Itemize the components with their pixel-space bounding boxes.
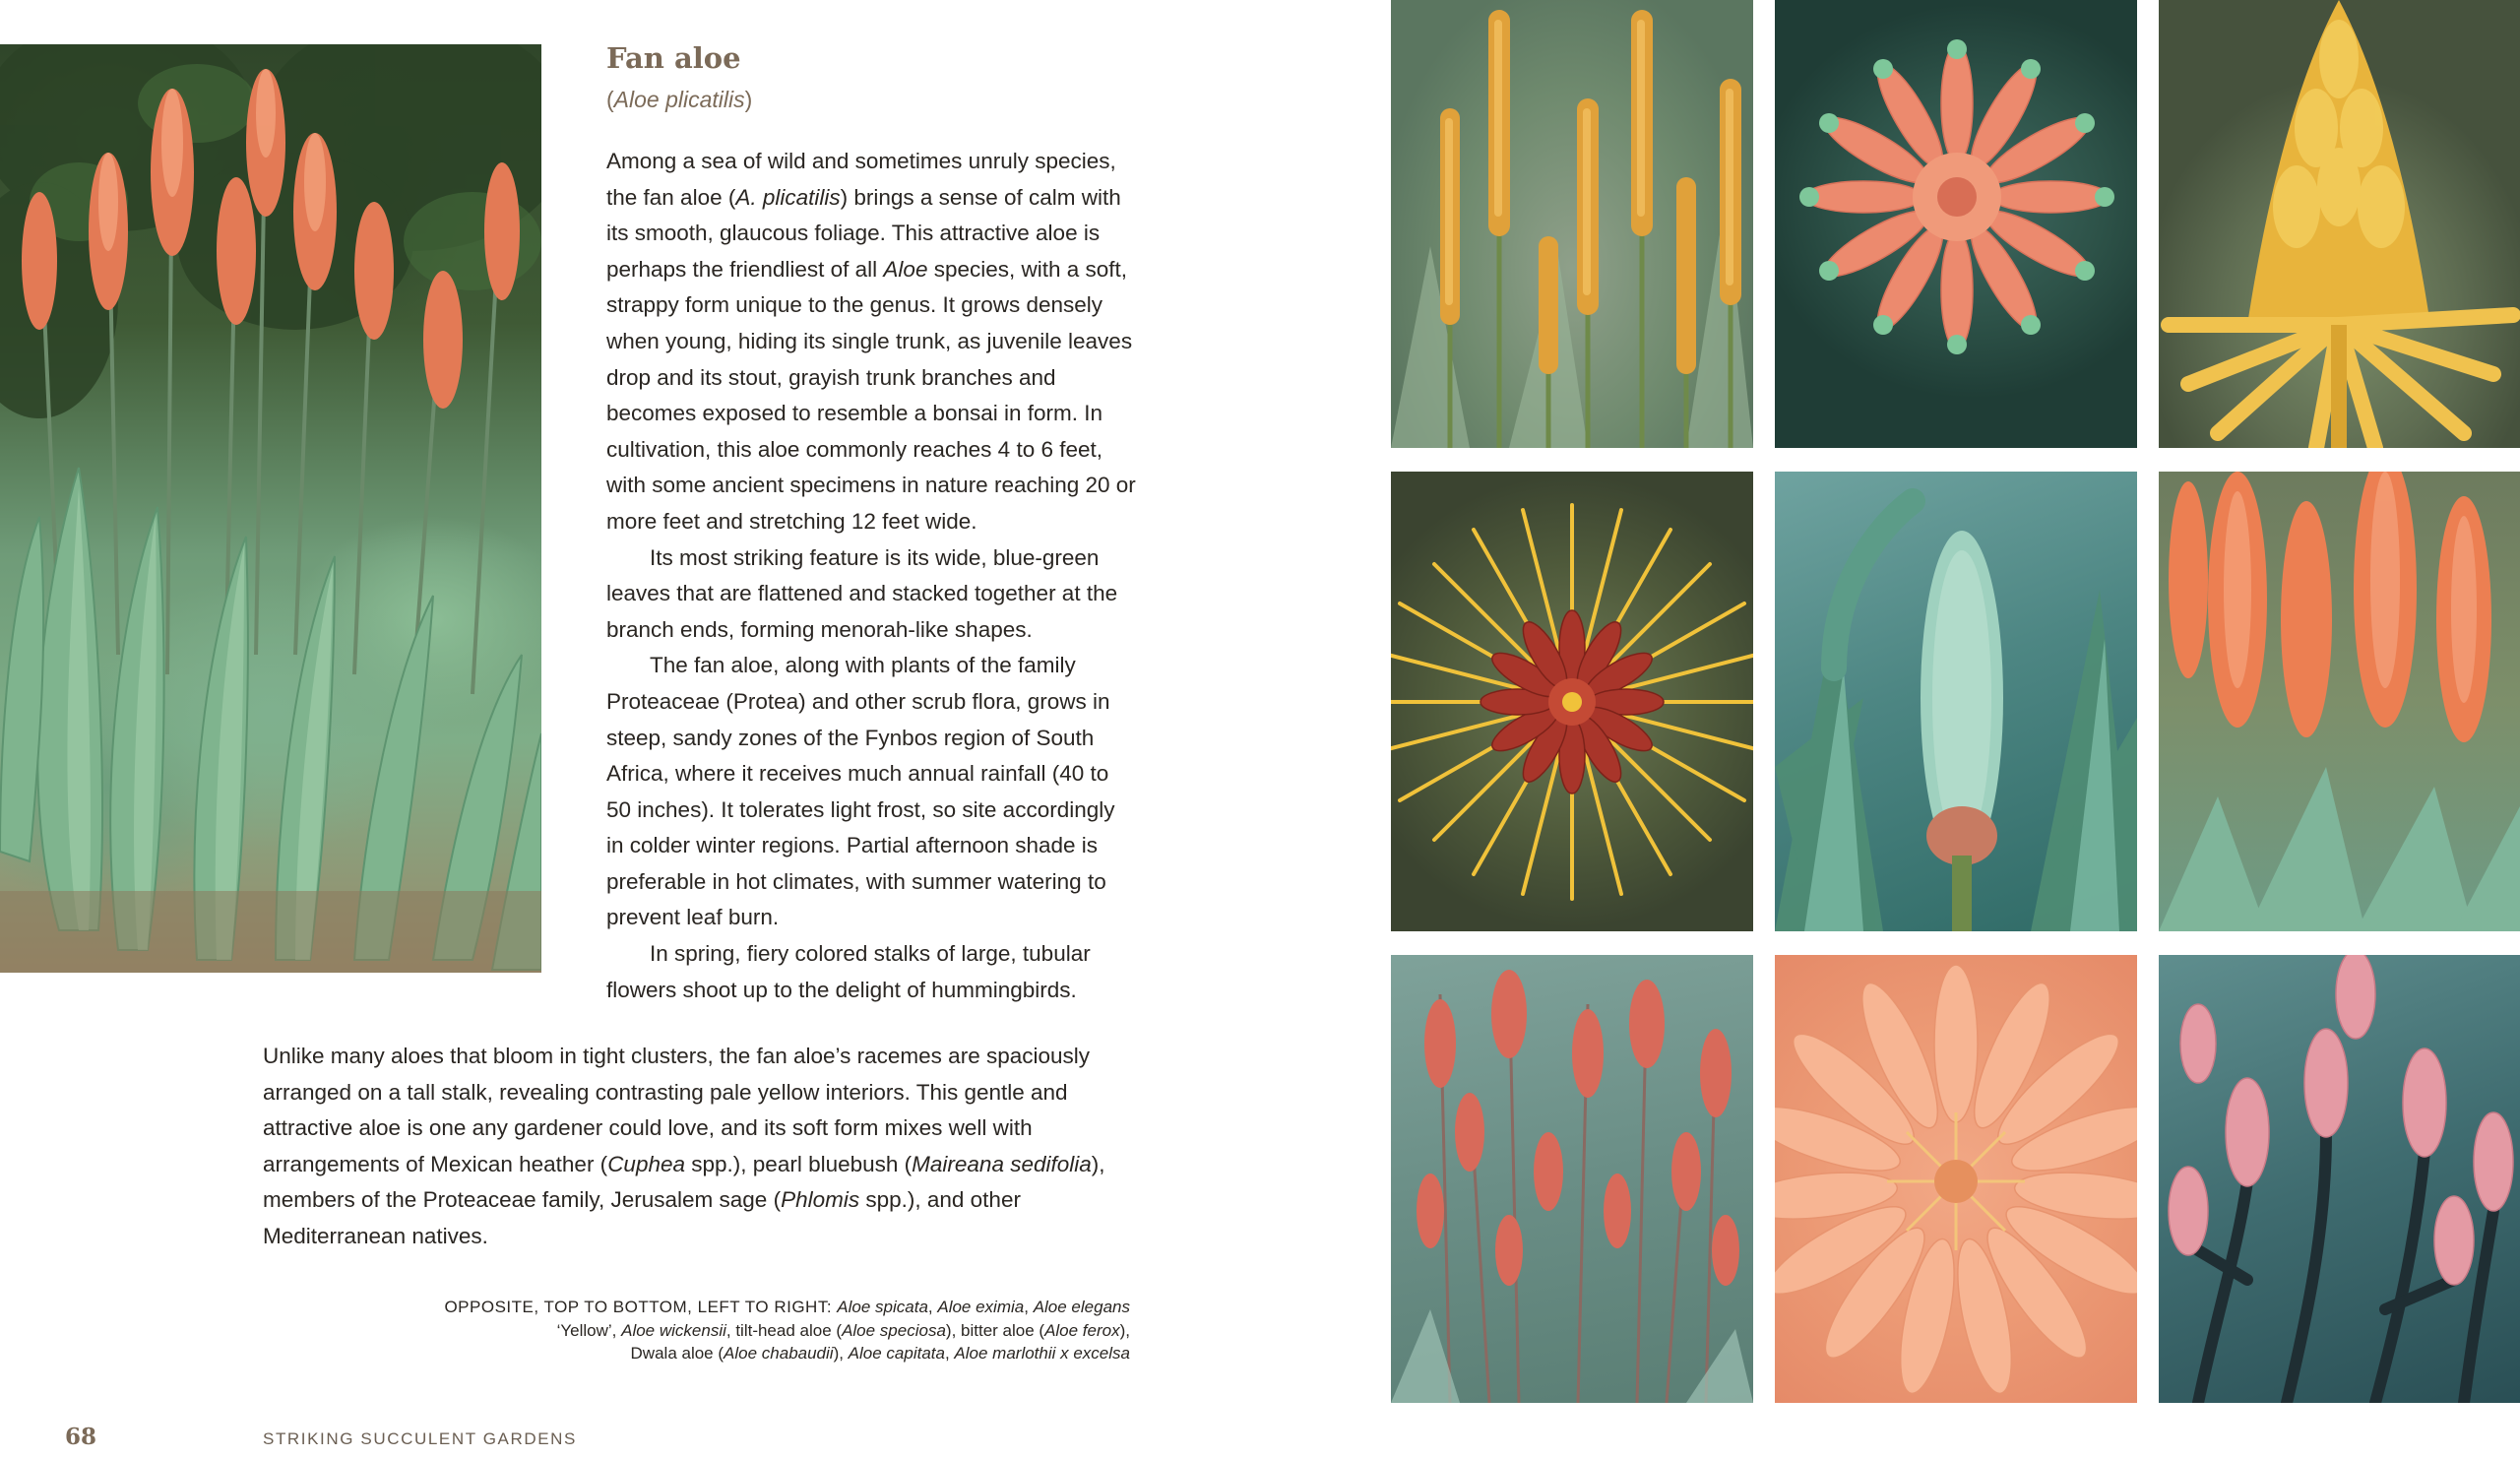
body-text-full-width — [263, 1039, 1149, 1255]
photo-aloe-eximia — [1775, 0, 2137, 448]
italic-run: Aloe wickensii — [621, 1320, 726, 1340]
italic-run: Maireana sedifolia — [912, 1151, 1092, 1176]
paragraph-4-continued — [263, 1039, 1149, 1255]
latin-open-paren: ( — [606, 87, 614, 112]
text-run: ), members of the Proteaceae family, Jerusalem sage ( — [263, 1151, 1105, 1213]
text-run: ) brings a sense of calm with its smooth, glaucous foliage. This attractive aloe is perhaps the friendliest of all — [606, 184, 1121, 282]
italic-run: Phlomis — [781, 1187, 860, 1213]
text-run: , — [927, 1298, 938, 1316]
paragraph-1 — [606, 144, 1138, 540]
photo-aloe-elegans-yellow — [2159, 0, 2520, 448]
text-run: ), — [833, 1344, 849, 1363]
text-run: ‘Yellow’, — [556, 1320, 622, 1340]
italic-run: A. plicatilis — [735, 184, 841, 210]
text-run: Unlike many aloes that bloom in tight clusters, the fan aloe’s racemes are spaciously arranged on a tall stalk, revealing contrasting pale yellow interiors. This gentle and attractive aloe is one any gardener could love, and its soft form mixes well with arrangements of Mexican heather ( — [263, 1044, 1091, 1176]
italic-run: Aloe — [883, 256, 928, 282]
text-run: spp.), and other Mediterranean natives. — [263, 1187, 1021, 1248]
text-run: ), bitter aloe ( — [945, 1320, 1045, 1340]
running-head: STRIKING SUCCULENT GARDENS — [263, 1429, 577, 1448]
photo-bitter-aloe — [2159, 472, 2520, 931]
text-run: OPPOSITE, TOP TO BOTTOM, LEFT TO RIGHT: — [444, 1298, 838, 1316]
caption-line-3 — [374, 1342, 1130, 1365]
species-heading: Fan aloe — [606, 41, 741, 75]
caption-line-1 — [374, 1296, 1130, 1319]
text-run: spp.), pearl bluebush ( — [685, 1151, 913, 1176]
photo-dwala-aloe — [1391, 955, 1753, 1403]
caption-line-2 — [374, 1319, 1130, 1343]
italic-run: Aloe eximia — [937, 1298, 1025, 1316]
photo-tilt-head-aloe — [1775, 472, 2137, 931]
italic-run: Aloe spicata — [837, 1298, 928, 1316]
text-run: , tilt-head aloe ( — [725, 1320, 843, 1340]
text-run: Among a sea of wild and sometimes unruly species, the fan aloe ( — [606, 149, 1116, 210]
text-run: species, with a soft, strappy form unique to the genus. It grows densely when young, hiding its single trunk, as juvenile leaves drop and its stout, grayish trunk branches and becomes exposed to resemble a bonsai in form. In cultivation, this aloe commonly reaches 4 to 6 feet, with some ancient specimens in nature reaching 20 or more feet and stretching 12 feet wide. — [606, 256, 1136, 534]
text-run: , — [944, 1344, 955, 1363]
paragraph-3: The fan aloe, along with plants of the family Proteaceae (Protea) and other scrub flora, grows in steep, sandy zones of the Fynbos region of South Africa, where it receives much annual rainfall (40 to 50 inches). It tolerates light frost, so site accordingly in colder winter regions. Partial afternoon shade is preferable in hot climates, with summer watering to prevent leaf burn. — [606, 653, 1115, 930]
italic-run: Aloe chabaudii — [724, 1344, 834, 1363]
fan-aloe-illustration — [0, 44, 541, 973]
page-number: 68 — [65, 1424, 97, 1450]
body-text-column — [606, 144, 1138, 1008]
fan-aloe-photo — [0, 44, 541, 973]
italic-run: Aloe marlothii x excelsa — [954, 1344, 1130, 1363]
photo-aloe-spicata — [1391, 0, 1753, 448]
paragraph-2: Its most striking feature is its wide, blue-green leaves that are flattened and stacked together at the branch ends, forming menorah-like shapes. — [606, 544, 1118, 642]
latin-close-paren: ) — [744, 87, 753, 112]
latin-name: Aloe plicatilis — [613, 87, 745, 112]
photo-caption — [374, 1296, 1130, 1365]
species-latin-name — [606, 87, 752, 113]
italic-run: Aloe speciosa — [842, 1320, 946, 1340]
italic-run: Aloe ferox — [1044, 1320, 1120, 1340]
italic-run: Cuphea — [607, 1151, 686, 1176]
text-run: ), — [1119, 1320, 1130, 1340]
text-run: Dwala aloe ( — [630, 1344, 724, 1363]
photo-aloe-wickensii — [1391, 472, 1753, 931]
text-run: , — [1024, 1298, 1034, 1316]
paragraph-4-start: In spring, fiery colored stalks of large, tubular flowers shoot up to the delight of hummingbirds. — [606, 941, 1091, 1002]
photo-aloe-marlothii-x-excelsa — [2159, 955, 2520, 1403]
italic-run: Aloe capitata — [848, 1344, 945, 1363]
photo-aloe-capitata — [1775, 955, 2137, 1403]
italic-run: Aloe elegans — [1033, 1298, 1130, 1316]
